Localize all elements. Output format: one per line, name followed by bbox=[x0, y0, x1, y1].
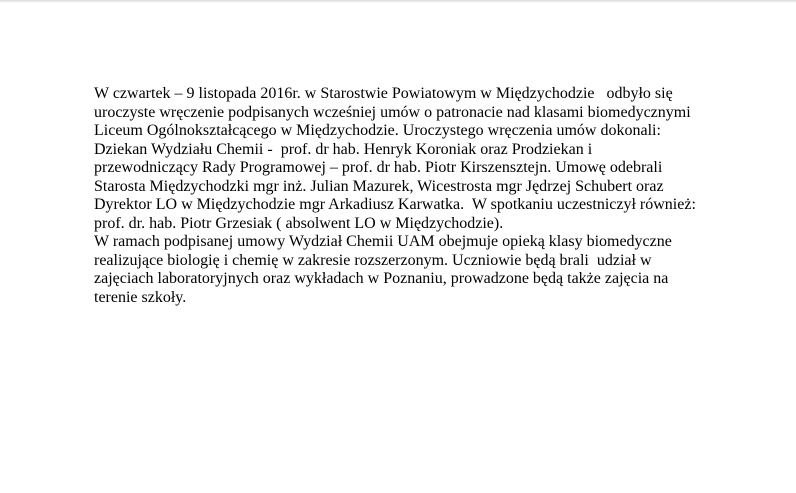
text-line: Dziekan Wydziału Chemii - prof. dr hab. Henryk Koroniak oraz Prodziekan i bbox=[94, 140, 593, 158]
text-line: W ramach podpisanej umowy Wydział Chemii UAM obejmuje opieką klasy biomedyczne bbox=[94, 233, 672, 250]
text-line: zajęciach laboratoryjnych oraz wykładach w Poznaniu, prowadzone będą także zajęcia na bbox=[94, 270, 669, 287]
text-line: realizujące biologię i chemię w zakresie rozszerzonym. Uczniowie będą brali udział w bbox=[94, 251, 652, 269]
paragraph-2 bbox=[94, 233, 714, 307]
paragraph-1 bbox=[94, 85, 714, 233]
text-line: Liceum Ogólnokształcącego w Międzychodzie. Uroczystego wręczenia umów dokonali: bbox=[94, 122, 661, 139]
text-line: uroczyste wręczenie podpisanych wcześniej umów o patronacie nad klasami biomedycznymi bbox=[94, 103, 691, 121]
text-line: Dyrektor LO w Międzychodzie mgr Arkadiusz Karwatka. W spotkaniu uczestniczył również: bbox=[94, 196, 696, 213]
text-line: Starosta Międzychodzki mgr inż. Julian Mazurek, Wicestrosta mgr Jędrzej Schubert oraz bbox=[94, 177, 664, 195]
text-line: W czwartek – 9 listopada 2016r. w Starostwie Powiatowym w Międzychodzie odbyło się bbox=[94, 85, 673, 102]
page-top-edge bbox=[0, 0, 796, 3]
text-line: terenie szkoły. bbox=[94, 288, 187, 306]
text-line: przewodniczący Rady Programowej – prof. dr hab. Piotr Kirszensztejn. Umowę odebrali bbox=[94, 159, 663, 176]
text-line: prof. dr. hab. Piotr Grzesiak ( absolwent LO w Międzychodzie). bbox=[94, 214, 504, 232]
document-body bbox=[94, 85, 714, 307]
